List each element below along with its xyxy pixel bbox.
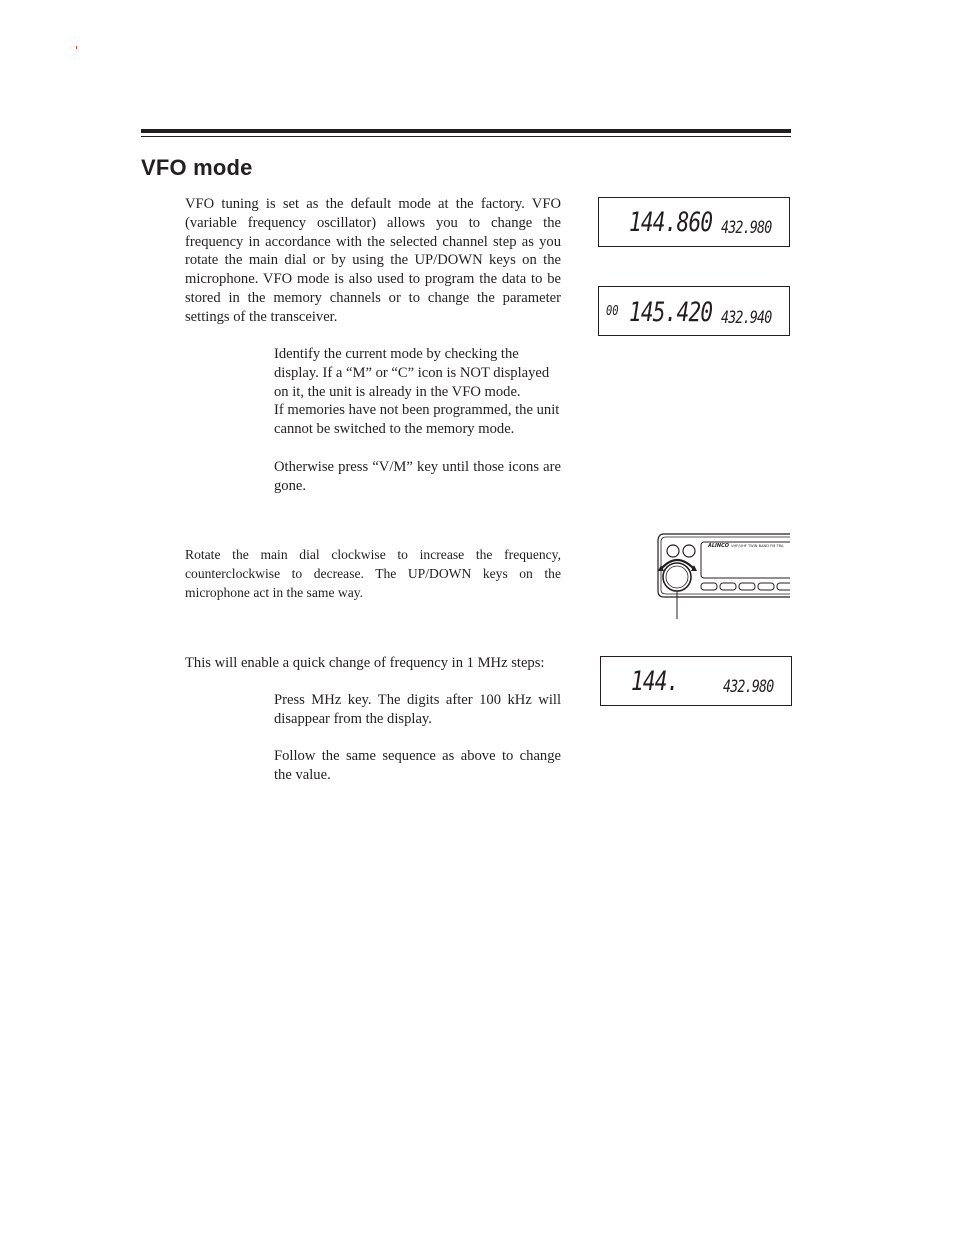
radio-front-panel-illustration	[656, 533, 790, 623]
page-mark	[76, 46, 77, 49]
lcd-main-frequency: 145.420	[629, 297, 713, 328]
step-press-vm: Otherwise press “V/M” key until those icons are gone.	[274, 459, 561, 494]
lcd-sub-frequency: 432.940	[721, 308, 772, 328]
step-change-value: Follow the same sequence as above to change the value.	[274, 748, 561, 783]
step-identify-mode: Identify the current mode by checking the display. If a “M” or “C” icon is NOT displayed on it, the unit is already in the VFO mode. If memories have not been programmed, the unit cannot be switched to the memory mode.	[274, 346, 560, 438]
lcd-sub-frequency: 432.980	[721, 218, 772, 238]
rotate-dial-paragraph: Rotate the main dial clockwise to increase the frequency, counterclockwise to decrease. The UP/DOWN keys on the microphone act in the same way.	[185, 547, 561, 600]
lcd-sub-frequency: 432.980	[723, 677, 774, 697]
lcd-main-frequency: 144.860	[629, 207, 713, 238]
lcd-channel-number: 00	[606, 304, 619, 319]
radio-model-label: VHF/UHF TWIN BAND FM TRA	[731, 544, 784, 548]
section-title: VFO mode	[141, 155, 253, 180]
mhz-intro-paragraph: This will enable a quick change of frequency in 1 MHz steps:	[185, 655, 545, 671]
lcd-main-frequency: 144.	[631, 666, 679, 697]
lcd-display-mhz-step	[600, 656, 792, 706]
header-rule-thick	[141, 129, 791, 133]
lcd-display-vfo	[598, 197, 790, 247]
header-rule-thin	[141, 136, 791, 137]
lcd-display-memory	[598, 286, 790, 336]
step-press-mhz: Press MHz key. The digits after 100 kHz will disappear from the display.	[274, 692, 561, 727]
radio-brand-label: ALINCO	[708, 543, 730, 549]
intro-paragraph: VFO tuning is set as the default mode at the factory. VFO (variable frequency oscillator) allows you to change the frequency in accordance with the selected channel step as you rotate the main dial or by using the UP/DOWN keys on the microphone. VFO mode is also used to program the data to be stored in the memory channels or to change the parameter settings of the transceiver.	[185, 196, 561, 325]
